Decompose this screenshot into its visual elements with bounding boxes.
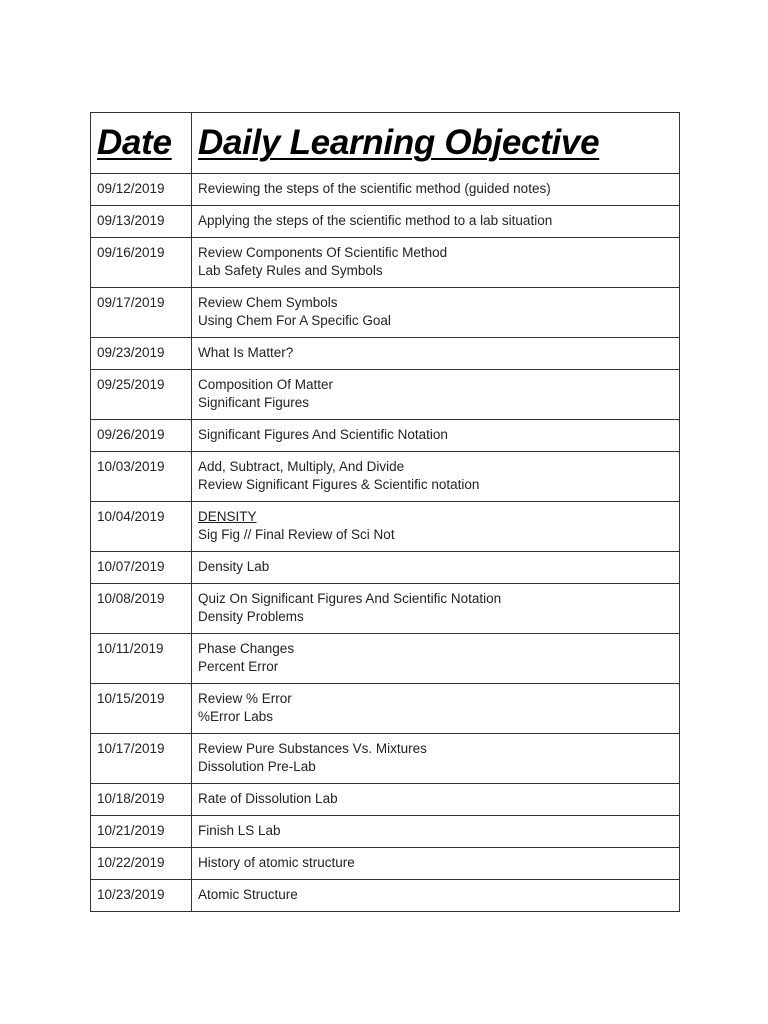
date-cell: 10/23/2019 [91, 880, 192, 912]
objective-cell [192, 338, 680, 370]
objective-cell [192, 452, 680, 502]
objective-cell [192, 502, 680, 552]
date-cell: 10/07/2019 [91, 552, 192, 584]
objective-cell [192, 848, 680, 880]
table-row [91, 634, 680, 684]
objective-cell [192, 420, 680, 452]
objective-cell [192, 370, 680, 420]
objective-cell [192, 238, 680, 288]
table-row [91, 338, 680, 370]
date-column-header: Date [91, 113, 192, 174]
objective-line: Density Problems [198, 609, 304, 624]
date-cell: 09/26/2019 [91, 420, 192, 452]
table-row [91, 502, 680, 552]
objective-line: Density Lab [198, 559, 270, 574]
objective-line: Sig Fig // Final Review of Sci Not [198, 527, 395, 542]
objective-line: Review Significant Figures & Scientific notation [198, 477, 480, 492]
date-cell: 09/16/2019 [91, 238, 192, 288]
objective-line: Add, Subtract, Multiply, And Divide [198, 459, 405, 474]
date-cell: 10/03/2019 [91, 452, 192, 502]
objective-cell [192, 174, 680, 206]
date-cell: 10/18/2019 [91, 784, 192, 816]
table-row [91, 552, 680, 584]
objective-line: Quiz On Significant Figures And Scientific Notation [198, 591, 502, 606]
date-cell: 09/23/2019 [91, 338, 192, 370]
objective-column-header: Daily Learning Objective [192, 113, 680, 174]
objective-cell [192, 288, 680, 338]
objective-line: Finish LS Lab [198, 823, 281, 838]
date-cell: 09/25/2019 [91, 370, 192, 420]
objective-line: Significant Figures And Scientific Notation [198, 427, 448, 442]
table-row [91, 880, 680, 912]
learning-objectives-table [90, 112, 680, 912]
table-row [91, 684, 680, 734]
objective-line: Review % Error [198, 691, 292, 706]
table-row [91, 174, 680, 206]
objective-cell [192, 584, 680, 634]
table-header-row [91, 113, 680, 174]
date-cell: 10/15/2019 [91, 684, 192, 734]
date-cell: 10/17/2019 [91, 734, 192, 784]
objective-line: %Error Labs [198, 709, 274, 724]
objective-line: Significant Figures [198, 395, 310, 410]
objective-cell [192, 880, 680, 912]
objective-line: Composition Of Matter [198, 377, 334, 392]
objective-line: Reviewing the steps of the scientific method (guided notes) [198, 181, 551, 196]
objective-cell [192, 784, 680, 816]
objective-line: Applying the steps of the scientific method to a lab situation [198, 213, 553, 228]
date-cell: 10/04/2019 [91, 502, 192, 552]
objective-line: Phase Changes [198, 641, 295, 656]
date-cell: 10/22/2019 [91, 848, 192, 880]
table-row [91, 816, 680, 848]
objective-line: Rate of Dissolution Lab [198, 791, 338, 806]
objective-line: Percent Error [198, 659, 279, 674]
table-row [91, 288, 680, 338]
objective-line: Lab Safety Rules and Symbols [198, 263, 383, 278]
objective-line: Review Chem Symbols [198, 295, 338, 310]
objective-line: Using Chem For A Specific Goal [198, 313, 391, 328]
table-row [91, 734, 680, 784]
objective-line: Review Pure Substances Vs. Mixtures [198, 741, 427, 756]
objective-cell [192, 634, 680, 684]
table-row [91, 370, 680, 420]
table-row [91, 584, 680, 634]
objective-line: Atomic Structure [198, 887, 298, 902]
objective-cell [192, 206, 680, 238]
date-cell: 09/17/2019 [91, 288, 192, 338]
objective-line: History of atomic structure [198, 855, 355, 870]
objective-cell [192, 816, 680, 848]
date-cell: 10/21/2019 [91, 816, 192, 848]
date-cell: 09/12/2019 [91, 174, 192, 206]
objective-line-underlined: DENSITY [198, 509, 257, 524]
objective-cell [192, 734, 680, 784]
date-cell: 10/08/2019 [91, 584, 192, 634]
objective-line: What Is Matter? [198, 345, 294, 360]
table-row [91, 848, 680, 880]
table-row [91, 452, 680, 502]
table-row [91, 784, 680, 816]
date-cell: 10/11/2019 [91, 634, 192, 684]
objective-line: Dissolution Pre-Lab [198, 759, 316, 774]
table-row [91, 206, 680, 238]
table-row [91, 238, 680, 288]
table-row [91, 420, 680, 452]
date-cell: 09/13/2019 [91, 206, 192, 238]
objective-line: Review Components Of Scientific Method [198, 245, 448, 260]
objective-cell [192, 684, 680, 734]
objective-cell [192, 552, 680, 584]
